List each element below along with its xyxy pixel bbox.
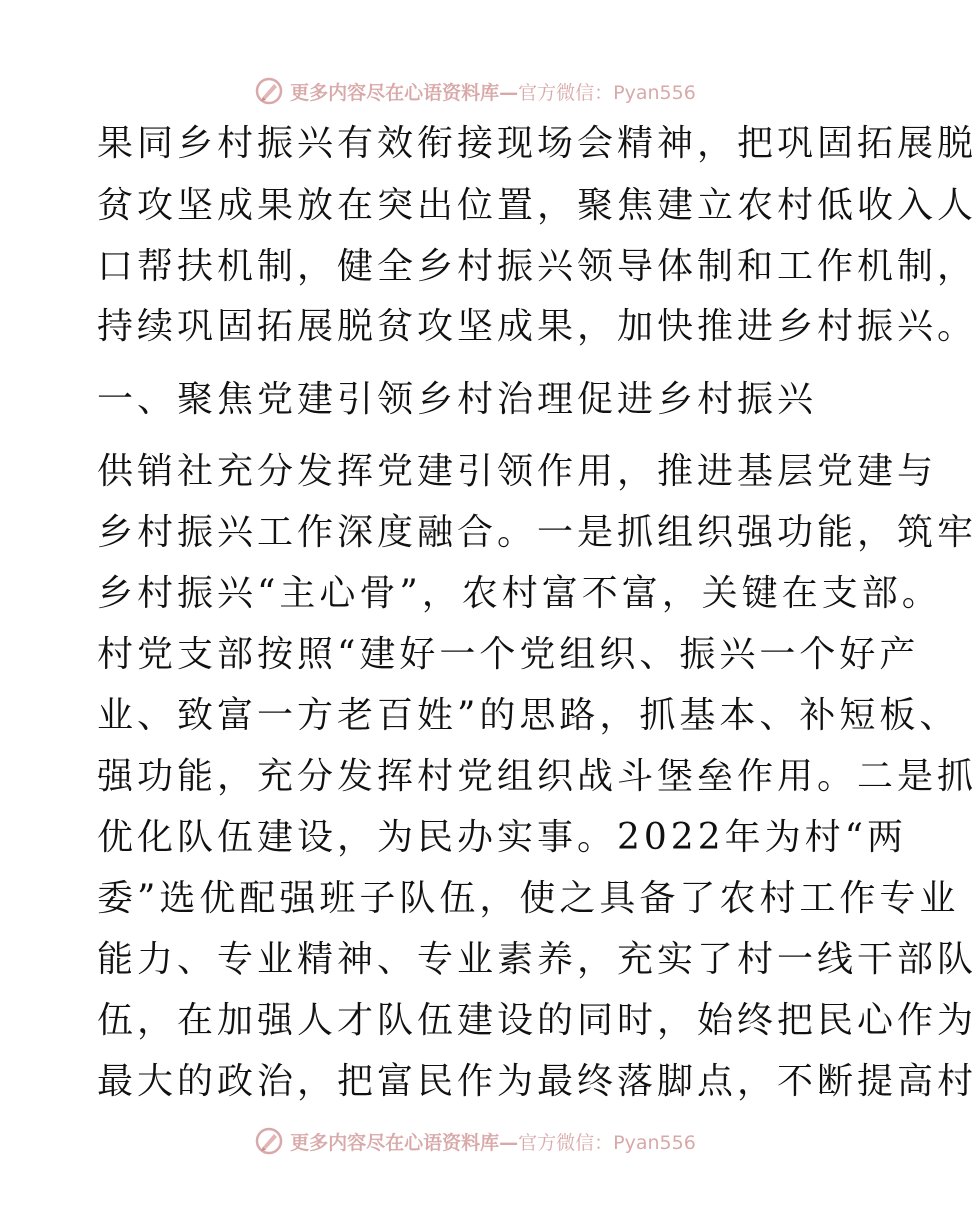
text-line: 乡村振兴“主心骨”，农村富不富，关键在支部。 [97,573,942,614]
text-line: 持续巩固拓展脱贫攻坚成果，加快推进乡村振兴。 [97,306,977,347]
text-line: 乡村振兴工作深度融合。一是抓组织强功能，筑牢 [97,512,977,553]
watermark-header [0,74,950,108]
watermark-contact: 官方微信：Pyan556 [518,1131,696,1154]
section-heading: 一、聚焦党建引领乡村治理促进乡村振兴 [97,379,818,420]
text-line: 优化队伍建设，为民办实事。2022年为村“两 [97,817,908,858]
text-line: 业、致富一方老百姓”的思路，抓基本、补短板、 [97,695,960,736]
watermark-brand: 更多内容尽在心语资料库— [290,1131,519,1154]
text-line: 供销社充分发挥党建引领作用，推进基层党建与 [97,451,938,492]
text-line: 口帮扶机制，健全乡村振兴领导体制和工作机制， [97,246,977,287]
watermark-brand: 更多内容尽在心语资料库— [290,81,519,104]
pen-logo-icon [254,76,284,106]
watermark-footer [0,1124,950,1158]
text-line: 果同乡村振兴有效衔接现场会精神，把巩固拓展脱 [97,123,977,164]
text-line: 村党支部按照“建好一个党组织、振兴一个好产 [97,634,920,675]
text-line: 伍，在加强人才队伍建设的同时，始终把民心作为 [97,1000,977,1041]
text-line: 贫攻坚成果放在突出位置，聚焦建立农村低收入人 [97,185,977,226]
watermark-contact: 官方微信：Pyan556 [518,81,696,104]
pen-logo-icon [254,1126,284,1156]
text-line: 最大的政治，把富民作为最终落脚点，不断提高村 [97,1061,977,1102]
text-line: 能力、专业精神、专业素养，充实了村一线干部队 [97,939,977,980]
text-line: 强功能，充分发挥村党组织战斗堡垒作用。二是抓 [97,756,977,797]
text-line: 委”选优配强班子队伍，使之具备了农村工作专业 [97,878,960,919]
